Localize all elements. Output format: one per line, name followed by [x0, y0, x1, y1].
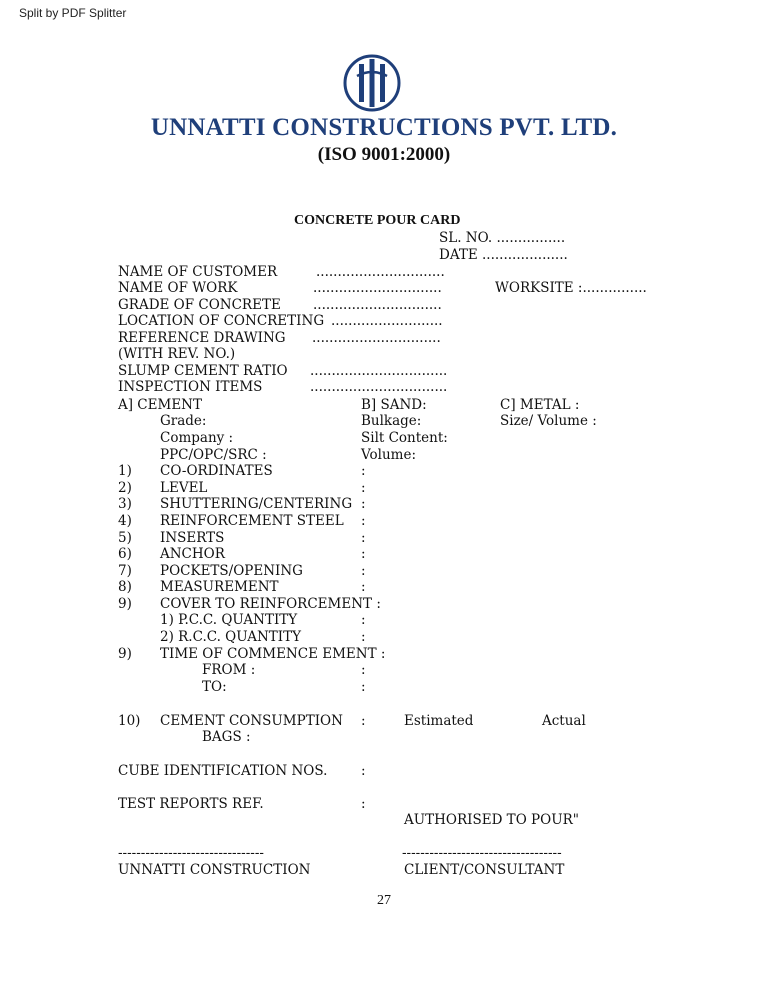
drawing-dots: .............................. — [312, 330, 441, 346]
form-title: CONCRETE POUR CARD — [294, 213, 461, 228]
cement-grade: Grade: — [160, 413, 207, 429]
time-label: TIME OF COMMENCE EMENT : — [160, 646, 386, 662]
item-colon: : — [361, 480, 366, 496]
item-number: 3) — [118, 496, 132, 512]
work-dots: .............................. — [313, 280, 442, 296]
item-label: SHUTTERING/CENTERING — [160, 496, 353, 512]
item-colon: : — [361, 563, 366, 579]
item-colon: : — [361, 579, 366, 595]
serial-number-field: SL. NO. ................ — [439, 230, 566, 246]
inspection-dots: ................................ — [310, 379, 448, 395]
worksite-field: WORKSITE :............... — [495, 280, 647, 296]
signature-line-right: ----------------------------------- — [402, 845, 562, 861]
pcc-quantity-label: 1) P.C.C. QUANTITY — [160, 612, 298, 628]
rcc-quantity-colon: : — [361, 629, 366, 645]
rcc-quantity-label: 2) R.C.C. QUANTITY — [160, 629, 302, 645]
time-from-label: FROM : — [202, 662, 256, 678]
iso-certification: (ISO 9001:2000) — [317, 144, 451, 165]
item-number: 6) — [118, 546, 132, 562]
signatory-client: CLIENT/CONSULTANT — [404, 862, 565, 878]
signature-line-left: -------------------------------- — [118, 845, 264, 861]
cement-type: PPC/OPC/SRC : — [160, 447, 267, 463]
location-dots: .......................... — [331, 313, 443, 329]
item-label: ANCHOR — [160, 546, 225, 562]
grade-label: GRADE OF CONCRETE — [118, 297, 281, 313]
time-to-label: TO: — [202, 679, 227, 695]
consumption-label: CEMENT CONSUMPTION — [160, 713, 343, 729]
item-number: 5) — [118, 530, 132, 546]
cement-heading: A] CEMENT — [118, 397, 202, 413]
item-number: 8) — [118, 579, 132, 595]
consumption-number: 10) — [118, 713, 141, 729]
slump-dots: ................................ — [310, 363, 448, 379]
item-label: REINFORCEMENT STEEL — [160, 513, 344, 529]
cube-label: CUBE IDENTIFICATION NOS. — [118, 763, 328, 779]
rev-no-label: (WITH REV. NO.) — [118, 346, 236, 362]
item-colon: : — [361, 513, 366, 529]
cube-colon: : — [361, 763, 366, 779]
consumption-bags: BAGS : — [202, 729, 251, 745]
drawing-label: REFERENCE DRAWING — [118, 330, 286, 346]
consumption-actual: Actual — [542, 713, 586, 729]
sand-volume: Volume: — [361, 447, 416, 463]
item-colon: : — [361, 546, 366, 562]
test-reports-colon: : — [361, 796, 366, 812]
customer-dots: .............................. — [316, 264, 445, 280]
location-label: LOCATION OF CONCRETING — [118, 313, 325, 329]
cement-company: Company : — [160, 430, 234, 446]
item-number: 4) — [118, 513, 132, 529]
item-label: CO-ORDINATES — [160, 463, 273, 479]
item-label: COVER TO REINFORCEMENT : — [160, 596, 381, 612]
company-name: UNNATTI CONSTRUCTIONS PVT. LTD. — [150, 114, 618, 141]
item-colon: : — [361, 496, 366, 512]
date-field: DATE .................... — [439, 247, 568, 263]
item-number: 9) — [118, 596, 132, 612]
work-label: NAME OF WORK — [118, 280, 238, 296]
time-to-colon: : — [361, 679, 366, 695]
item-number: 7) — [118, 563, 132, 579]
time-from-colon: : — [361, 662, 366, 678]
company-logo — [343, 54, 401, 112]
item-colon: : — [361, 530, 366, 546]
metal-size-volume: Size/ Volume : — [500, 413, 597, 429]
sand-silt-content: Silt Content: — [361, 430, 448, 446]
signatory-unnatti: UNNATTI CONSTRUCTION — [118, 862, 311, 878]
slump-label: SLUMP CEMENT RATIO — [118, 363, 288, 379]
item-number: 2) — [118, 480, 132, 496]
sand-bulkage: Bulkage: — [361, 413, 422, 429]
customer-label: NAME OF CUSTOMER — [118, 264, 278, 280]
item-label: POCKETS/OPENING — [160, 563, 303, 579]
item-number: 1) — [118, 463, 132, 479]
consumption-colon: : — [361, 713, 366, 729]
page-number: 27 — [377, 893, 391, 908]
item-label: LEVEL — [160, 480, 208, 496]
sand-heading: B] SAND: — [361, 397, 427, 413]
inspection-label: INSPECTION ITEMS — [118, 379, 263, 395]
watermark-text: Split by PDF Splitter — [19, 6, 127, 20]
pcc-quantity-colon: : — [361, 612, 366, 628]
metal-heading: C] METAL : — [500, 397, 580, 413]
item-label: INSERTS — [160, 530, 225, 546]
test-reports-label: TEST REPORTS REF. — [118, 796, 264, 812]
item-colon: : — [361, 463, 366, 479]
item-label: MEASUREMENT — [160, 579, 279, 595]
authorised-to-pour: AUTHORISED TO POUR" — [404, 812, 579, 828]
consumption-estimated: Estimated — [404, 713, 474, 729]
time-number: 9) — [118, 646, 132, 662]
grade-dots: .............................. — [313, 297, 442, 313]
